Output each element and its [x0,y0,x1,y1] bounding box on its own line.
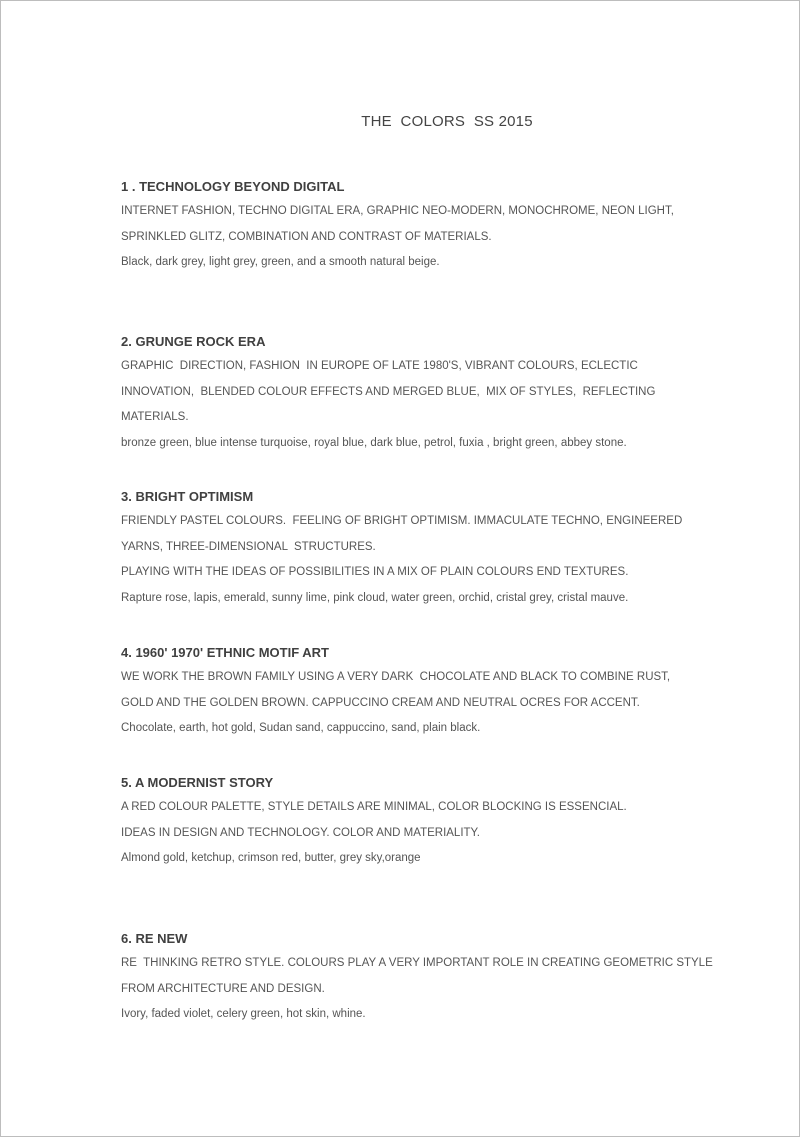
section-text-line: RE THINKING RETRO STYLE. COLOURS PLAY A VERY IMPORTANT ROLE IN CREATING GEOMETRIC STYLE [121,957,713,969]
section-heading: 4. 1960' 1970' ETHNIC MOTIF ART [121,645,329,660]
section-text-line: MATERIALS. [121,411,189,423]
section-text-line: YARNS, THREE-DIMENSIONAL STRUCTURES. [121,540,376,553]
section-technology-beyond-digital [121,178,761,276]
section-text-line: SPRINKLED GLITZ, COMBINATION AND CONTRAST OF MATERIALS. [121,230,492,243]
section-grunge-rock-era [121,333,761,456]
document-title: THE COLORS SS 2015 [361,113,533,130]
section-text-line: INTERNET FASHION, TECHNO DIGITAL ERA, GRAPHIC NEO-MODERN, MONOCHROME, NEON LIGHT, [121,205,674,217]
section-text-line: A RED COLOUR PALETTE, STYLE DETAILS ARE MINIMAL, COLOR BLOCKING IS ESSENCIAL. [121,801,627,813]
section-heading: 5. A MODERNIST STORY [121,775,274,790]
section-text-line: PLAYING WITH THE IDEAS OF POSSIBILITIES IN A MIX OF PLAIN COLOURS END TEXTURES. [121,566,629,578]
section-text-line: GOLD AND THE GOLDEN BROWN. CAPPUCCINO CREAM AND NEUTRAL OCRES FOR ACCENT. [121,696,640,709]
section-color-list: Black, dark grey, light grey, green, and a smooth natural beige. [121,256,440,268]
section-modernist-story [121,774,761,872]
section-color-list: Chocolate, earth, hot gold, Sudan sand, cappuccino, sand, plain black. [121,722,481,734]
section-text-line: FRIENDLY PASTEL COLOURS. FEELING OF BRIGHT OPTIMISM. IMMACULATE TECHNO, ENGINEERED [121,515,683,527]
section-color-list: bronze green, blue intense turquoise, royal blue, dark blue, petrol, fuxia , bright green, abbey stone. [121,436,627,449]
section-text-line: INNOVATION, BLENDED COLOUR EFFECTS AND MERGED BLUE, MIX OF STYLES, REFLECTING [121,385,656,398]
section-text-line: FROM ARCHITECTURE AND DESIGN. [121,982,325,995]
section-text-line: WE WORK THE BROWN FAMILY USING A VERY DARK CHOCOLATE AND BLACK TO COMBINE RUST, [121,671,671,683]
section-heading: 3. BRIGHT OPTIMISM [121,489,254,504]
section-text-line: IDEAS IN DESIGN AND TECHNOLOGY. COLOR AND MATERIALITY. [121,826,480,839]
section-text-line: GRAPHIC DIRECTION, FASHION IN EUROPE OF LATE 1980'S, VIBRANT COLOURS, ECLECTIC [121,360,638,372]
section-heading: 6. RE NEW [121,931,188,946]
section-re-new [121,930,761,1028]
section-color-list: Almond gold, ketchup, crimson red, butter, grey sky,orange [121,852,421,864]
section-bright-optimism [121,488,761,611]
section-ethnic-motif-art [121,644,761,742]
section-color-list: Rapture rose, lapis, emerald, sunny lime, pink cloud, water green, orchid, cristal grey, cristal mauve. [121,591,629,604]
section-heading: 1 . TECHNOLOGY BEYOND DIGITAL [121,179,345,194]
section-color-list: Ivory, faded violet, celery green, hot skin, whine. [121,1008,366,1020]
section-heading: 2. GRUNGE ROCK ERA [121,334,266,349]
